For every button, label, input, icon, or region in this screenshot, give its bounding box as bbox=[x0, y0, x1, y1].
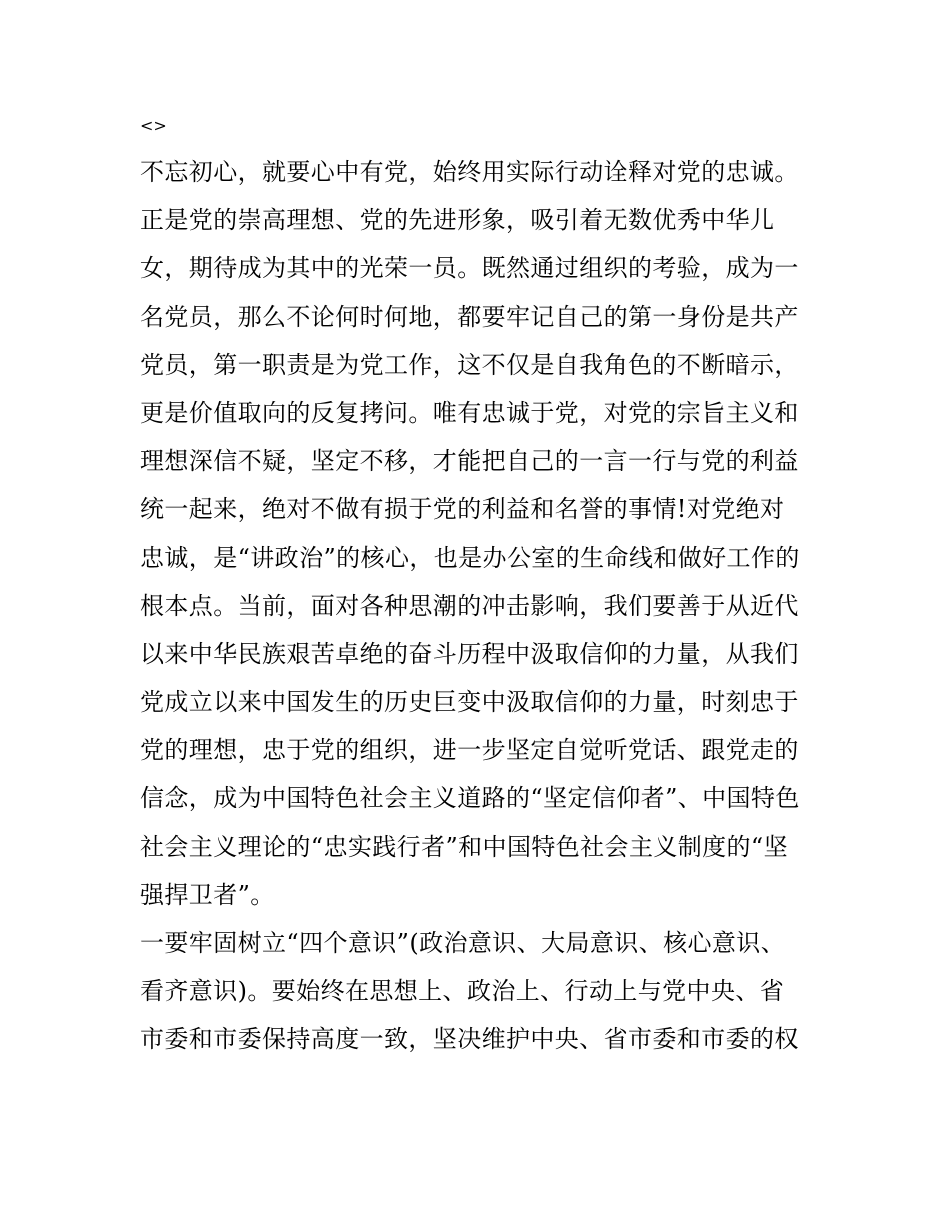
text-line: 忠诚，是“讲政治”的核心，也是办公室的生命线和做好工作的 bbox=[140, 543, 800, 572]
text-line: 社会主义理论的“忠实践行者”和中国特色社会主义制度的“坚 bbox=[140, 832, 789, 861]
text-line: 根本点。当前，面对各种思潮的冲击影响，我们要善于从近代 bbox=[140, 591, 799, 620]
text-line: 强捍卫者”。 bbox=[140, 880, 275, 909]
bracket-marker: <> bbox=[140, 116, 167, 135]
text-line: 党成立以来中国发生的历史巨变中汲取信仰的力量，时刻忠于 bbox=[140, 688, 799, 717]
text-line: 以来中华民族艰苦卓绝的奋斗历程中汲取信仰的力量，从我们 bbox=[140, 639, 799, 668]
text-line: 党的理想，忠于党的组织，进一步坚定自觉听党话、跟党走的 bbox=[140, 736, 799, 765]
text-line: 不忘初心，就要心中有党，始终用实际行动诠释对党的忠诚。 bbox=[140, 158, 799, 186]
text-line: 名党员，那么不论何时何地，都要牢记自己的第一身份是共产 bbox=[140, 302, 799, 331]
document-body bbox=[140, 104, 820, 1064]
text-line: 更是价值取向的反复拷问。唯有忠诚于党，对党的宗旨主义和 bbox=[140, 398, 799, 427]
text-line: 理想深信不疑，坚定不移，才能把自己的一言一行与党的利益 bbox=[140, 447, 799, 476]
paragraph-1 bbox=[140, 148, 820, 919]
text-line: 党员，第一职责是为党工作，这不仅是自我角色的不断暗示， bbox=[140, 350, 799, 379]
text-line: 市委和市委保持高度一致，坚决维护中央、省市委和市委的权 bbox=[140, 1025, 799, 1054]
text-line: 看齐意识)。要始终在思想上、政治上、行动上与党中央、省 bbox=[140, 977, 785, 1006]
text-line: 正是党的崇高理想、党的先进形象，吸引着无数优秀中华儿 bbox=[140, 206, 775, 235]
text-line: 统一起来，绝对不做有损于党的利益和名誉的事情!对党绝对 bbox=[140, 495, 785, 524]
text-line: 女，期待成为其中的光荣一员。既然通过组织的考验，成为一 bbox=[140, 254, 799, 283]
text-line: 一要牢固树立“四个意识”(政治意识、大局意识、核心意识、 bbox=[140, 929, 786, 957]
paragraph-2 bbox=[140, 919, 820, 1064]
text-line: 信念，成为中国特色社会主义道路的“坚定信仰者”、中国特色 bbox=[140, 784, 800, 813]
